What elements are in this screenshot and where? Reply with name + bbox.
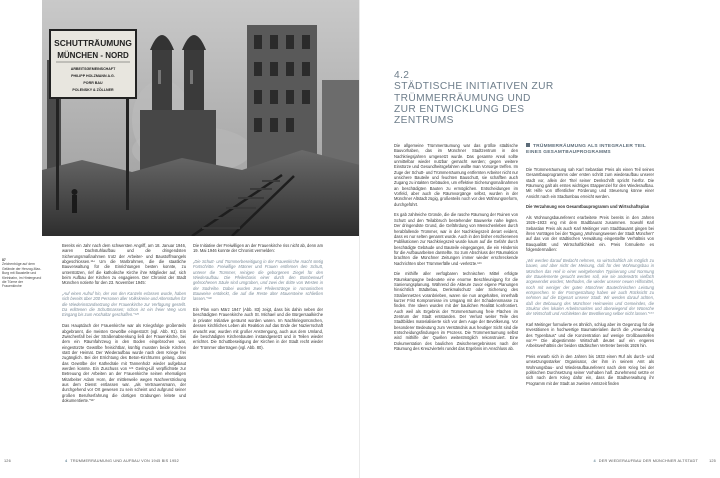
page-number-right: 125: [709, 459, 716, 463]
sign-small-line3: PORR BAU: [83, 81, 103, 85]
photo-illustration: [42, 0, 360, 236]
paragraph: Karl Meitinger formulierte es ähnlich, schlug aber im Gegenzug für die Investitionen in hochwertige Baumaterialien durch die „Anwendung des Typenbaus“ und die Konzentration auf wenige Großbaustellen vor.¹³¹ Die abgestimmte Wirtschaft deutet auf ein engeres Arbeitsverhältnis der beiden städtischen Vertreter bereits 1926 hin.: [526, 321, 654, 349]
subheading: Die Verzahnung von Gesamtbauprogramm und Wirtschaftsplan: [526, 204, 650, 210]
paragraph: Bereits ein Jahr nach dem schwersten Angriff, am 18. Januar 1946, waren Dachstuhlaufbau und die dringendsten Sicherungsmaßnahmen trotz der Arbeiter- und Baustoffmangels abgeschlossen.¹²⁴ Um die Marbrahmen, die die staatliche Bauverwaltung für die Einrichtungen besten konnte, zu unterstützen, rief die katholische Kirche ihre Mitglieder auf, sich beim Aufbau der Kirchen zu engagieren. Der Chronist der Stadt München notierte für den 23. November 1945:: [62, 243, 186, 286]
quote-paragraph: „Die Schutt- und Trümmerbeseitigung in der Frauenkirche macht stetig Fortschritte. Freiwillige Männer und Frauen entfernen den Schutt, unterer die Trümmer, reinigen die geborgenen Ziegel für den Wiederaufbau. Die Pfeilerbasis einer durch den Bombenwurf gebrochenen Säule sind umgraben, und zwei der dritte von Westen in der Südreihe. Dabei wurden zwei Pfeilerstränge in romanischen Bauweise entdeckt, die auf die Reste alter Mauersteine schließen lassen.“¹²⁸: [193, 259, 323, 302]
running-head-text: TRÜMMERRÄUMUNG UND AUFBAU VON 1945 BIS 1952: [70, 459, 179, 463]
caption-number: 87: [2, 258, 6, 262]
running-head-num: 4: [593, 459, 596, 463]
page-number-left: 126: [4, 459, 11, 463]
sign-small-line1: ARBEITSGEMEINSCHAFT: [70, 67, 116, 71]
chapter-number: 4.2: [394, 70, 410, 81]
right-column-1: [394, 143, 518, 357]
paragraph: Als Wohnungsbaureferent erarbeitete Preis bereits in den Jahren 1926–1933 eng mit dem Stadtbaurat zusammen. Sowohl Karl Sebastian Preis als auch Karl Meitinger vom Stadtbauamt gingen bei ihren Vorträgen bei der Tagung „Wohnungswesen der Stadt München“ auf das von der städtischen Verwaltung eingestellte Verhältnis von Bauqualität und Wirtschaftlichkeit ein. Preis formulierte es folgendermaßen:: [526, 215, 654, 253]
sign-title-line2: MÜNCHEN - NORD: [57, 51, 129, 60]
sign-title-line1: SCHUTTRÄUMUNG: [54, 38, 132, 48]
paragraph: Das Hauptdach der Frauenkirche war als Kriegsfolge großenteils abgebrannt, die meisten Gewölbe eingestürzt (vgl. Abb. 91). Ein Zwischenfall bei der Straßenabsenkung ließ der Frauenkirche, bei dem ein Räumfahrzeug in den Boden eingebrochen war, eingestürzte Gewölbe freisichtbar, künftig mussten beide Kirchen statt der Heimat. Der Wiederaufbau wurde nach dem Kriege frei zugänglich. Bei der Errichtung des Beton-Kirchturms gelang, dass das Gewölbe der Kathedrale mit Tannenholz wieder aufgebaut werden konnte. Ein Zuschuss von ¹²⁶ Gering-Lill verpflichtete zur Betreuung der Arbeiten an der Frauenkirche seinen ehemaligen Mitarbeiter Adam Horn, der mittlerweile wegen Nachverstrickung aus dem Dienst entlassen war. „als Vertrauensmann, der durchgehend vor Ort gewesen zu sein scheint und aufgrund seiner großen Berufserfahrung die dortigen Grabungen leitete und dokumentierte.“¹²⁷: [62, 323, 186, 403]
paragraph: Die Initiative der Freiwilligen an der Frauenkirche riss nicht ab, denn am 19. Mai 1946 konnte der Chronist vermelden:: [193, 243, 323, 254]
chapter-heading: [394, 70, 554, 126]
right-column-2: [526, 167, 654, 391]
running-head-left: [62, 459, 179, 463]
paragraph: Die mithilfe aller verfügbaren technischen Mittel erfolgte Räumkampagne bedeutete eine enorme Beschleunigung für die Sanierungsplanung. Während die Akteure zuvor eigene Planungen hinsichtlich Städtebau, Denkmalschutz oder Sicherung des Straßennetzes voranbrieben, waren sie nun angehalten, innerhalb kurzer Frist Kompromisse im Umgang mit der Schadensmasse zu finden. Ihre Ideen wurden mit der baulichen Realität konfrontiert. Auch weil als Ergebnis der Trümmerräumung freie Flächen im Zentrum der Stadt entstanden. Der Verlust weiter Teile des Stadtbildes materialisierte sich vor dem Auge der Bevölkerung. Vor besonderer Bedeutung zum Verständnis aus heutiger Sicht sind die Entscheidungsfindungen im Prozess. Die Trümmerräumung selbst wird mithilfe der Quellen weitestmöglich rekonstruiert. Eine Dokumentation des baulichen Zwischenergebnisses nach der Räumung des Kreuzviertels rundet das Ergebnis im Anschluss ab.: [394, 271, 518, 352]
running-head-text: DER WIEDERAUFBAU DER MÜNCHNER ALTSTADT: [598, 459, 698, 463]
paragraph: Es gab zahlreiche Gründe, die die rasche Räumung der Ruinen von Schutt und den Teilabbruch bestehender Bauwerke nahe legten. Der dringendste Grund, die Gefährdung von Menschenleben durch herabfallende Trümmer, war in der Nachkriegszeit derart evident, dass es nur selten genannt wurde. Auch in den bisher erschienenen Publikationen zur Nachkriegszeit wurde kaum auf die Gefahr durch beschädigte Gebäude und Bauteile eingegangen, die ein Hindernis für die Aufbauarbeiten darstellte. So zum Abschluss der Räumaktion brachten die Münchner Zeitungen immer wieder erschreckende Nachrichten über Trümmerfälle und -verletzte.¹²⁹: [394, 212, 518, 266]
right-page: [360, 0, 720, 478]
paragraph: Preis erwarb sich in den Jahren bis 1933 einen Ruf als durch- und umsetzungsstarker Organisator, der ihm in seinem Amt als Wohnungsbau- und Wiederaufbaureferent nach dem Krieg bei der politischen Durchsetzung seiner Vorhaben half. Zunehmend setzte er sich nach dem Krieg dafür ein, dass die Stadtverwaltung ihr Programm mit der Stadt an zweiten Amtszeit finden: [526, 354, 654, 386]
left-column-2: [193, 243, 323, 355]
chapter-title: STÄDTISCHE INITIATIVEN ZUR TRÜMMERRÄUMUNG UND ZUR ENTWICKLUNG DES ZENTRUMS: [394, 81, 554, 127]
sign-small-line4: POLENSKY & ZÖLLNER: [72, 88, 114, 92]
historic-photo: [42, 0, 360, 236]
paragraph: Die allgemeine Trümmerräumung war das größte städtische Bauvorhaben, das im Münchner Stadtzentrum in den Nachkriegsjahren umgesetzt wurde. Das gesamte Areal sollte unmittelbar wieder nutzbar gemacht werden; gegen weitere Einstürze und Gesundheitsgefahren wollte man Vorsorge treffen. Im Zuge der Schutt- und Trümmerräumung entfernten Arbeiter nicht nur unsichere Bauteile und feuchten Bauschutt, sie schafften auch Zugang zu intakten Gebäuden, um effektive Sicherungsmaßnahmen an beschädigten Bauten zu ermöglichen. Entscheidungen im Vorfeld, aber auch die Räumvorgänge selbst, wurden in der Münchner Altstadt zügig, großenteils noch vor den Währungsreform, durchgeführt.: [394, 143, 518, 207]
section-heading-text: TRÜMMERRÄUMUNG ALS INTEGRALER TEIL EINES GESAMTBAUPROGRAMMS: [526, 144, 646, 155]
running-head-num: 4: [65, 459, 68, 463]
square-bullet-icon: [526, 143, 530, 147]
left-column-1: [62, 243, 186, 409]
sign-small-line2: PHILIPP HOLZMANN A.G.: [71, 74, 115, 78]
running-head-right: [590, 459, 698, 463]
section-heading: [526, 143, 656, 156]
photo-caption: [2, 258, 42, 289]
quote-paragraph: „Auf einen Aufruf hin, der von den Kanzeln erlassen wurde, haben sich bereits über 200 Personen aller Volkskreise und Altersstufen für die Wiederinstandsetzung der Frauenkirche zur Verfügung gestellt. Da erlittenen die Schuttmassen; schon ist ein freier Weg vom Eingang bis zum Hochaltar geschaffen.“¹²⁵: [62, 291, 186, 318]
quote-paragraph: „Wir werden darauf Bedacht nehmen, so wirtschaftlich als möglich zu bauen, und aber nicht der Meinung, daß für den Wohnungsbau in München das Heil in einer weitgehenden Typisierung und Normung der Bauelemente gesucht werden soll, wie sie anderwärts vielfach angewendet worden; Methoden, die wieder unserer neuen Hilfsmittel, noch mit weniger der guten Münchner Bautechnischen Leistung entsprechen. In der Formgestaltung haben wir auch Rücksicht zu nehmen auf die Eigenart unserer Stadt. Wir werden darauf achten, daß der Bebauung des Münchner Heimweins und Gemeindes, die Struktur des lokalen Arbeitsmarktes und überwiegend der Wünsche der Wirtschaft und Architekten der Bevölkerung selber nicht lassen.“¹³⁰: [526, 257, 654, 317]
caption-text: Zeichenbüge auf dem Gelände der Herzog-Max-Burg mit Baustelle und Kleinbahn, im Hintergrund die Türme der Frauenkirche: [2, 262, 42, 289]
paragraph: Die Trümmerräumung sah Karl Sebastian Preis als einen Teil seines Gesamtbauprogramms oder ersten schritt zum wiederaufbau unserer stadt vor, allein der Titel seiner Denkschrift spricht hierfür. Die Räumung galt als erstes wichtiges Etappenziel für den Wiederaufbau. Mit Hilfe von öffentlicher Förderung und Steuerung könne einer Ansicht nach ein Stadtumbau erreicht werden.: [526, 167, 654, 199]
paragraph: Ein Plan vom März 1947 (Abb. 83) zeigt, dass bis dahin neben der beschädigten Frauenkirche auch St. Michael und die Bürgersaalkirche in privater Initiative geräumt worden waren. Im Nachkriegsmünchen, dessen kirchliches Leben als Reaktion auf das Ende der Nazierrschaft erwacht war, wurden mit großer Anstrengung, auch aus dem Umland, die beschädigten Kirchenbauten instandgesetzt und in Teilen wieder errichtet. Die Schuttbeseitigung der Kirchen in der Stadt recht wieder der Trümmer übertragen (vgl. Abb. 80).: [193, 307, 323, 350]
